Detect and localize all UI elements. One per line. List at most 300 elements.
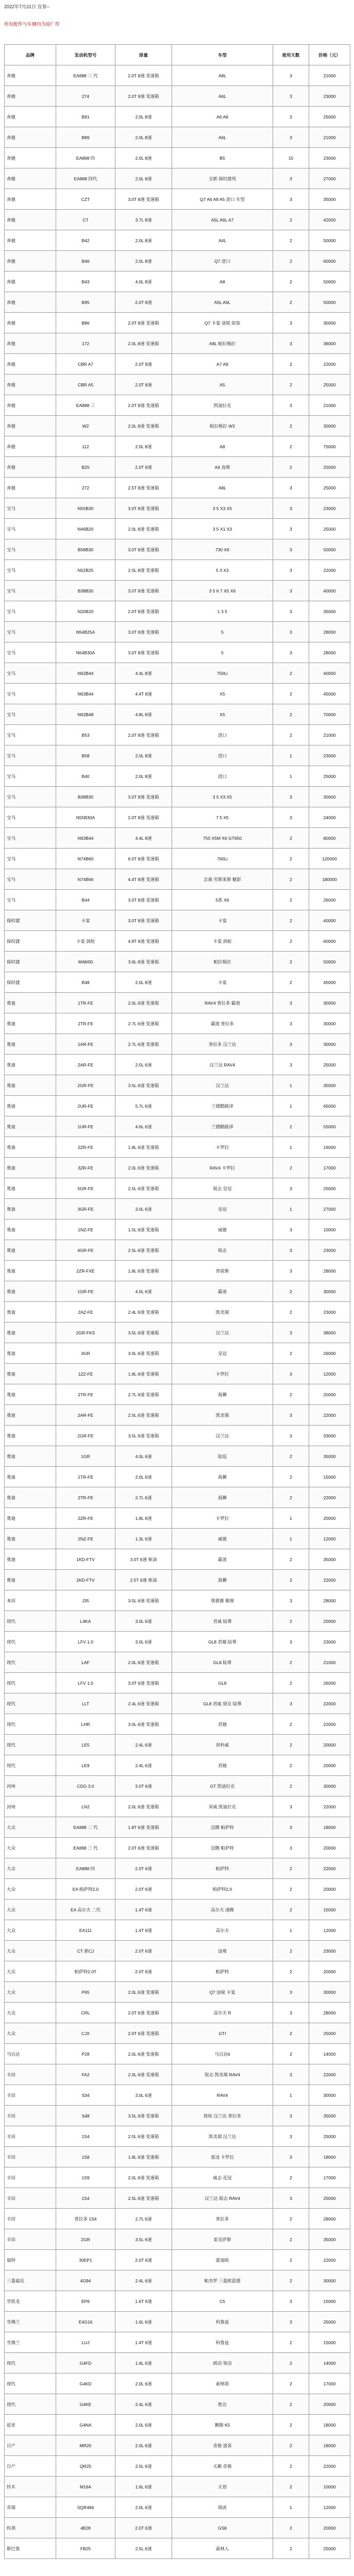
table-row [5, 1158, 350, 1178]
engine-model-cell: LFV 1.0 [56, 1632, 115, 1652]
price-cell: 35000 [309, 189, 350, 210]
price-cell: 20000 [309, 1611, 350, 1632]
displacement-cell: 2.5T 8速 变速箱 [115, 478, 172, 498]
brand-cell: 奥迪 [5, 1178, 56, 1199]
engine-model-cell: QR25 [56, 2456, 115, 2477]
price-cell: 20000 [309, 1838, 350, 1858]
vehicle-model-cell: 锐志 皇冠 [172, 1178, 273, 1199]
brand-cell: 丰田 [5, 2229, 56, 2250]
displacement-cell: 2.0T 6速 [115, 1961, 172, 1982]
table-row [5, 1384, 350, 1405]
table-row [5, 1982, 350, 2003]
table-row [5, 1034, 350, 1055]
price-cell: 23000 [309, 1302, 350, 1323]
displacement-cell: 4.0L 6速 [115, 1446, 172, 1467]
price-cell: 25000 [309, 2312, 350, 2332]
days-used-cell: 2 [273, 210, 309, 230]
engine-model-cell: 2AZ-FE [56, 1302, 115, 1323]
vehicle-model-cell: A8 [172, 436, 273, 457]
brand-cell: 现代 [5, 1632, 56, 1652]
vehicle-model-cell: Q7 A6 A8 A5 进口 车型 [172, 189, 273, 210]
displacement-cell: 2.0T 6速 变速箱 [115, 2023, 172, 2044]
vehicle-model-cell: Q7 卡宴 途锐 原装 [172, 313, 273, 333]
displacement-cell: 1.6L 6速 [115, 2477, 172, 2497]
engine-model-cell: 4GR-FE [56, 1240, 115, 1261]
days-used-cell: 2 [273, 2229, 309, 2250]
brand-cell: 奥迪 [5, 1405, 56, 1426]
vehicle-model-cell: 凯美瑞 [172, 1302, 273, 1323]
price-cell: 22000 [309, 1405, 350, 1426]
table-row [5, 395, 350, 416]
table-row [5, 2229, 350, 2250]
displacement-cell: 3.7L 8速 [115, 210, 172, 230]
displacement-cell: 1.6L 6速 [115, 2353, 172, 2374]
displacement-cell: 2.0L 8速 [115, 107, 172, 127]
column-header-vehicle-model: 车型 [172, 45, 273, 65]
engine-model-cell: M16A [56, 2477, 115, 2497]
vehicle-model-cell: 海狮 [172, 1487, 273, 1508]
displacement-cell: 2.0L 8速 [115, 230, 172, 251]
days-used-cell: 1 [273, 1529, 309, 1549]
price-cell: 26000 [309, 1673, 350, 1693]
brand-cell: 奥迪 [5, 1034, 56, 1055]
days-used-cell: 2 [273, 230, 309, 251]
price-cell: 35000 [309, 601, 350, 622]
table-row [5, 1673, 350, 1693]
displacement-cell: 1.8T 6速 变速箱 [115, 1817, 172, 1838]
table-row [5, 890, 350, 910]
vehicle-model-cell: 雷凌 卡罗拉 [172, 2147, 273, 2167]
vehicle-model-cell: 5 [172, 642, 273, 663]
brand-cell: 大众 [5, 2023, 56, 2044]
vehicle-model-cell: 海狮 [172, 1467, 273, 1487]
days-used-cell: 2 [273, 2270, 309, 2291]
table-row [5, 2003, 350, 2023]
brand-cell: 宝马 [5, 519, 56, 539]
engine-model-cell: B38B30 [56, 787, 115, 807]
brand-cell: 大众 [5, 1900, 56, 1920]
days-used-cell: 3 [273, 478, 309, 498]
brand-cell: 雪佛兰 [5, 2332, 56, 2353]
engine-model-cell: B91 [56, 107, 115, 127]
engine-model-cell: G4KE [56, 2394, 115, 2415]
price-cell: 25000 [309, 2538, 350, 2559]
vehicle-model-cell: 卡罗拉 [172, 1508, 273, 1529]
brand-cell: 大众 [5, 1858, 56, 1879]
days-used-cell: 2 [273, 2477, 309, 2497]
price-cell: 40000 [309, 910, 350, 931]
engine-model-cell: B38B30 [56, 581, 115, 601]
brand-cell: 宝马 [5, 849, 56, 869]
engine-model-cell: 2AR-FE [56, 1405, 115, 1426]
displacement-cell: 3.5L 6速 变速箱 [115, 1426, 172, 1446]
days-used-cell: 2 [273, 1116, 309, 1137]
table-body [5, 65, 350, 2559]
vehicle-model-cell: GS8 [172, 2518, 273, 2538]
brand-cell: 丰田 [5, 2064, 56, 2085]
days-used-cell: 2 [273, 1755, 309, 1776]
days-used-cell: 2 [273, 2415, 309, 2435]
displacement-cell: 2.0T 6速 [115, 1941, 172, 1961]
engine-model-cell: 2AR-FE [56, 1055, 115, 1075]
column-header-engine-model: 发动机型号 [56, 45, 115, 65]
brand-cell: 河州 [5, 1776, 56, 1797]
table-row [5, 333, 350, 354]
days-used-cell: 2 [273, 2394, 309, 2415]
engine-model-cell: 3GR [56, 1343, 115, 1364]
days-used-cell: 2 [273, 2518, 309, 2538]
engine-model-cell: CZT [56, 189, 115, 210]
days-used-cell: 3 [273, 807, 309, 828]
table-row [5, 2415, 350, 2435]
brand-cell: 奔驰 [5, 416, 56, 436]
brand-cell: 日产 [5, 2456, 56, 2477]
displacement-cell: 2.0T 8速 [115, 354, 172, 375]
displacement-cell: 5.7L 6速 [115, 1096, 172, 1116]
days-used-cell: 3 [273, 1178, 309, 1199]
vehicle-model-cell: 胜达 [172, 2394, 273, 2415]
days-used-cell: 2 [273, 684, 309, 704]
displacement-cell: 2.0L 6速 变速箱 [115, 2044, 172, 2064]
displacement-cell: 2.0L 6速 [115, 2415, 172, 2435]
vehicle-model-cell: 蒙迪欧 [172, 2250, 273, 2270]
price-cell: 20000 [309, 1508, 350, 1529]
vehicle-model-cell: 汉兰达 锐志 RAV4 [172, 2188, 273, 2209]
table-row [5, 1755, 350, 1776]
brand-cell: 奥迪 [5, 1116, 56, 1137]
displacement-cell: 4.0L 6速 [115, 1281, 172, 1302]
brand-cell: 奔驰 [5, 395, 56, 416]
engine-model-cell: 1S8 [56, 2147, 115, 2167]
brand-cell: 大众 [5, 2003, 56, 2023]
engine-model-cell: EA888 二 代 [56, 1817, 115, 1838]
engine-model-cell: 5GR-FE [56, 1178, 115, 1199]
displacement-cell: 2.5L 6速 变速箱 [115, 1405, 172, 1426]
vehicle-model-cell: A4 直喷 [172, 457, 273, 478]
engine-model-cell: 2ZR-FXE [56, 1261, 115, 1281]
engine-model-cell: N54B25A [56, 622, 115, 642]
table-row [5, 2518, 350, 2538]
vehicle-model-cell: A5 [172, 375, 273, 395]
displacement-cell: 3.6L 8速 变速箱 [115, 952, 172, 972]
brand-cell: 奔驰 [5, 436, 56, 457]
table-row [5, 2456, 350, 2477]
brand-cell: 铃木 [5, 2477, 56, 2497]
table-row [5, 2394, 350, 2415]
price-cell: 12000 [309, 1529, 350, 1549]
price-cell: 28000 [309, 622, 350, 642]
vehicle-model-cell: 索纳塔 [172, 2374, 273, 2394]
table-row [5, 2147, 350, 2167]
days-used-cell: 2 [273, 1549, 309, 1570]
price-cell: 30000 [309, 2270, 350, 2291]
engine-model-cell: N63B44 [56, 828, 115, 849]
engine-model-cell: N55B30 [56, 498, 115, 519]
brand-cell: 现代 [5, 1673, 56, 1693]
price-cell: 22000 [309, 2250, 350, 2270]
price-cell: 15000 [309, 2291, 350, 2312]
displacement-cell: 2.7L 6速 [115, 1487, 172, 1508]
price-cell: 21000 [309, 725, 350, 745]
vehicle-model-cell: 科鲁兹 [172, 2332, 273, 2353]
brand-cell: 保时捷 [5, 972, 56, 993]
engine-model-cell: 1UR-FE [56, 1116, 115, 1137]
table-row [5, 1529, 350, 1549]
vehicle-model-cell: 帕萨特 [172, 1961, 273, 1982]
engine-model-cell: J35 [56, 1590, 115, 1611]
engine-model-cell: L4KA [56, 1611, 115, 1632]
engine-model-cell: EA 高尔夫 二代 [56, 1900, 115, 1920]
engine-model-cell: EA888 四 [56, 148, 115, 168]
engine-model-cell: EA888 四 [56, 1858, 115, 1879]
price-cell: 12000 [309, 1920, 350, 1941]
table-row [5, 1900, 350, 1920]
price-cell: 30000 [309, 1034, 350, 1055]
brand-cell: 现代 [5, 1755, 56, 1776]
table-row [5, 1219, 350, 1240]
vehicle-model-cell: 皇冠 [172, 1199, 273, 1219]
displacement-cell: 2.0L 8速 [115, 127, 172, 148]
vehicle-model-cell: 卡罗拉 [172, 1137, 273, 1158]
engine-model-cell: SQR484 [56, 2497, 115, 2518]
brand-cell: 起亚 [5, 2415, 56, 2435]
days-used-cell: 2 [273, 1652, 309, 1673]
days-used-cell: 3 [273, 2003, 309, 2023]
vehicle-model-cell: 锐志 凯美瑞 RAV4 [172, 2064, 273, 2085]
table-row [5, 1013, 350, 1034]
vehicle-model-cell: 帕杰罗 三菱欧蓝德 [172, 2270, 273, 2291]
price-cell: 75000 [309, 436, 350, 457]
table-row [5, 849, 350, 869]
days-used-cell: 2 [273, 828, 309, 849]
days-used-cell: 1 [273, 1137, 309, 1158]
engine-model-cell: B25 [56, 457, 115, 478]
displacement-cell: 2.4L 6速 [115, 1735, 172, 1755]
displacement-cell: 2.0L 8速 [115, 168, 172, 189]
table-row [5, 684, 350, 704]
engine-model-cell: 卡宴 [56, 910, 115, 931]
brand-cell: 奔驰 [5, 375, 56, 395]
displacement-cell: 3.0L 6速 变速箱 [115, 1714, 172, 1735]
brand-cell: 宝马 [5, 787, 56, 807]
table-row [5, 457, 350, 478]
vehicle-model-cell: 天语 [172, 2477, 273, 2497]
price-cell: 22000 [309, 560, 350, 581]
column-header-brand: 品牌 [5, 45, 56, 65]
vehicle-model-cell: A5L A6L A7 [172, 210, 273, 230]
days-used-cell: 3 [273, 1982, 309, 2003]
brand-cell: 奔驰 [5, 107, 56, 127]
price-cell: 25000 [309, 478, 350, 498]
displacement-cell: 3.0L 6速 [115, 1632, 172, 1652]
table-row [5, 2167, 350, 2188]
days-used-cell: 1 [273, 1075, 309, 1096]
engine-model-cell: 1S4 [56, 2126, 115, 2147]
vehicle-model-cell: 普拉多 [172, 2209, 273, 2229]
brand-cell: 奥迪 [5, 1096, 56, 1116]
displacement-cell: 2.0T 8速 变速箱 [115, 725, 172, 745]
engine-model-cell: EA 帕萨特2.0 [56, 1879, 115, 1900]
vehicle-model-cell: GL8 君威 别克 陆尊 [172, 1693, 273, 1714]
price-cell: 22000 [309, 354, 350, 375]
brand-cell: 宝马 [5, 684, 56, 704]
table-row [5, 1735, 350, 1755]
vehicle-model-cell: 3 5 X1 X3 [172, 519, 273, 539]
engine-model-cell: CT 新CJ [56, 1941, 115, 1961]
displacement-cell: 3.0T 8速 变速箱 [115, 642, 172, 663]
engine-model-cell: LUJ [56, 2332, 115, 2353]
price-cell: 27000 [309, 168, 350, 189]
price-cell: 28000 [309, 642, 350, 663]
days-used-cell: 3 [273, 168, 309, 189]
table-row [5, 1920, 350, 1941]
brand-cell: 奥迪 [5, 1549, 56, 1570]
days-used-cell: 2 [273, 2167, 309, 2188]
days-used-cell: 3 [273, 1426, 309, 1446]
table-row [5, 1508, 350, 1529]
price-cell: 26000 [309, 1343, 350, 1364]
vehicle-model-cell: 威驰 [172, 1529, 273, 1549]
days-used-cell: 2 [273, 1446, 309, 1467]
price-cell: 30000 [309, 2085, 350, 2106]
days-used-cell: 2 [273, 292, 309, 313]
engine-model-cell: CBR A5 [56, 375, 115, 395]
brand-cell: 丰田 [5, 2126, 56, 2147]
brand-cell: 现代 [5, 2394, 56, 2415]
price-cell: 36000 [309, 333, 350, 354]
displacement-cell: 3.5L 6速 变速箱 [115, 1323, 172, 1343]
table-row [5, 1590, 350, 1611]
brand-cell: 现代 [5, 1652, 56, 1673]
vehicle-model-cell: 汉兰达 [172, 1426, 273, 1446]
price-cell: 38000 [309, 1323, 350, 1343]
engine-model-cell: 2UR-FE [56, 1096, 115, 1116]
vehicle-model-cell: 君越 [172, 1755, 273, 1776]
displacement-cell: 2.4L 6速 [115, 1755, 172, 1776]
table-row [5, 1343, 350, 1364]
displacement-cell: 2.0T 8速 变速箱 [115, 601, 172, 622]
displacement-cell: 3.5L 6速 [115, 2229, 172, 2250]
days-used-cell: 3 [273, 993, 309, 1013]
price-cell: 10000 [309, 2477, 350, 2497]
brand-cell: 大众 [5, 1920, 56, 1941]
days-used-cell: 2 [273, 1611, 309, 1632]
days-used-cell: 1 [273, 745, 309, 766]
vehicle-model-cell: Q7 途锐 卡宴 [172, 1982, 273, 2003]
displacement-cell: 4.8T 8速 变速箱 [115, 931, 172, 952]
table-row [5, 1961, 350, 1982]
vehicle-model-cell: 高尔夫 速腾 [172, 1900, 273, 1920]
engine-model-cell: B43 [56, 272, 115, 292]
vehicle-model-cell: 760Li [172, 849, 273, 869]
days-used-cell: 3 [273, 1838, 309, 1858]
brand-cell: 宝马 [5, 601, 56, 622]
table-row [5, 2477, 350, 2497]
price-cell: 28000 [309, 1261, 350, 1281]
engine-model-cell: 1ZZ-FE [56, 1364, 115, 1384]
vehicle-model-cell: 汉兰达 [172, 1075, 273, 1096]
vehicle-model-cell: RAV4 普拉多 霸道 [172, 993, 273, 1013]
vehicle-model-cell: A8L [172, 478, 273, 498]
brand-cell: 奥迪 [5, 1302, 56, 1323]
price-cell: 25000 [309, 375, 350, 395]
displacement-cell: 4.4T 8速 变速箱 [115, 869, 172, 890]
table-row [5, 2126, 350, 2147]
price-cell: 30000 [309, 313, 350, 333]
displacement-cell: 2.0L 6速 变速箱 [115, 1797, 172, 1817]
price-cell: 24000 [309, 807, 350, 828]
vehicle-model-cell: A5L A6L [172, 292, 273, 313]
displacement-cell: 2.0T 8速 [115, 375, 172, 395]
displacement-cell: 2.0L 6速 [115, 1467, 172, 1487]
vehicle-model-cell: 汉兰达 RAV4 [172, 1055, 273, 1075]
days-used-cell: 2 [273, 375, 309, 395]
price-cell: 50000 [309, 539, 350, 560]
price-cell: 20000 [309, 2394, 350, 2415]
table-row [5, 416, 350, 436]
vehicle-model-cell: 5系 X6 [172, 890, 273, 910]
displacement-cell: 2.4L 6速 [115, 2270, 172, 2291]
engine-model-cell: 1KD-FTV [56, 1549, 115, 1570]
vehicle-model-cell: 威驰 [172, 1219, 273, 1240]
displacement-cell: 1.4T 6速 [115, 1920, 172, 1941]
brand-cell: 奥迪 [5, 1323, 56, 1343]
displacement-cell: 2.4L 6速 [115, 2394, 172, 2415]
days-used-cell: 2 [273, 1879, 309, 1900]
days-used-cell: 2 [273, 2374, 309, 2394]
engine-model-cell: LLT [56, 1693, 115, 1714]
brand-cell: 宝马 [5, 539, 56, 560]
days-used-cell: 2 [273, 1941, 309, 1961]
brand-cell: 大众 [5, 1817, 56, 1838]
days-used-cell: 2 [273, 1467, 309, 1487]
table-row [5, 1632, 350, 1652]
table-row [5, 1446, 350, 1467]
engine-model-cell: CRL [56, 2003, 115, 2023]
price-cell: 22000 [309, 1858, 350, 1879]
table-row [5, 1652, 350, 1673]
days-used-cell: 3 [273, 333, 309, 354]
brand-cell: 斯巴鲁 [5, 2538, 56, 2559]
days-used-cell: 2 [273, 910, 309, 931]
displacement-cell: 1.8L 6速 变速箱 [115, 1364, 172, 1384]
days-used-cell: 3 [273, 622, 309, 642]
vehicle-model-cell: 进口 [172, 745, 273, 766]
days-used-cell: 1 [273, 1508, 309, 1529]
displacement-cell: 1.8L 6速 [115, 1508, 172, 1529]
displacement-cell: 2.0L 6速 变速箱 [115, 2064, 172, 2085]
engine-model-cell: N46B20 [56, 519, 115, 539]
price-cell: 18000 [309, 1817, 350, 1838]
displacement-cell: 2.0T 8速 变速箱 [115, 807, 172, 828]
days-used-cell: 3 [273, 1693, 309, 1714]
engine-model-cell: 1S9 [56, 2167, 115, 2188]
days-used-cell: 3 [273, 539, 309, 560]
vehicle-model-cell: 天籁 奇骏 [172, 2456, 273, 2477]
table-row [5, 704, 350, 725]
engine-model-cell: CDG 3.0 [56, 1776, 115, 1797]
vehicle-model-cell: 汉兰达 [172, 1323, 273, 1343]
price-cell: 35000 [309, 1075, 350, 1096]
engine-model-cell: 1TR-FE [56, 993, 115, 1013]
price-cell: 16000 [309, 1137, 350, 1158]
displacement-cell: 2.0T 8速 变速箱 [115, 395, 172, 416]
price-cell: 10000 [309, 1219, 350, 1240]
brand-cell: 奥迪 [5, 993, 56, 1013]
days-used-cell: 3 [273, 2312, 309, 2332]
days-used-cell: 2 [273, 1961, 309, 1982]
table-row [5, 2188, 350, 2209]
